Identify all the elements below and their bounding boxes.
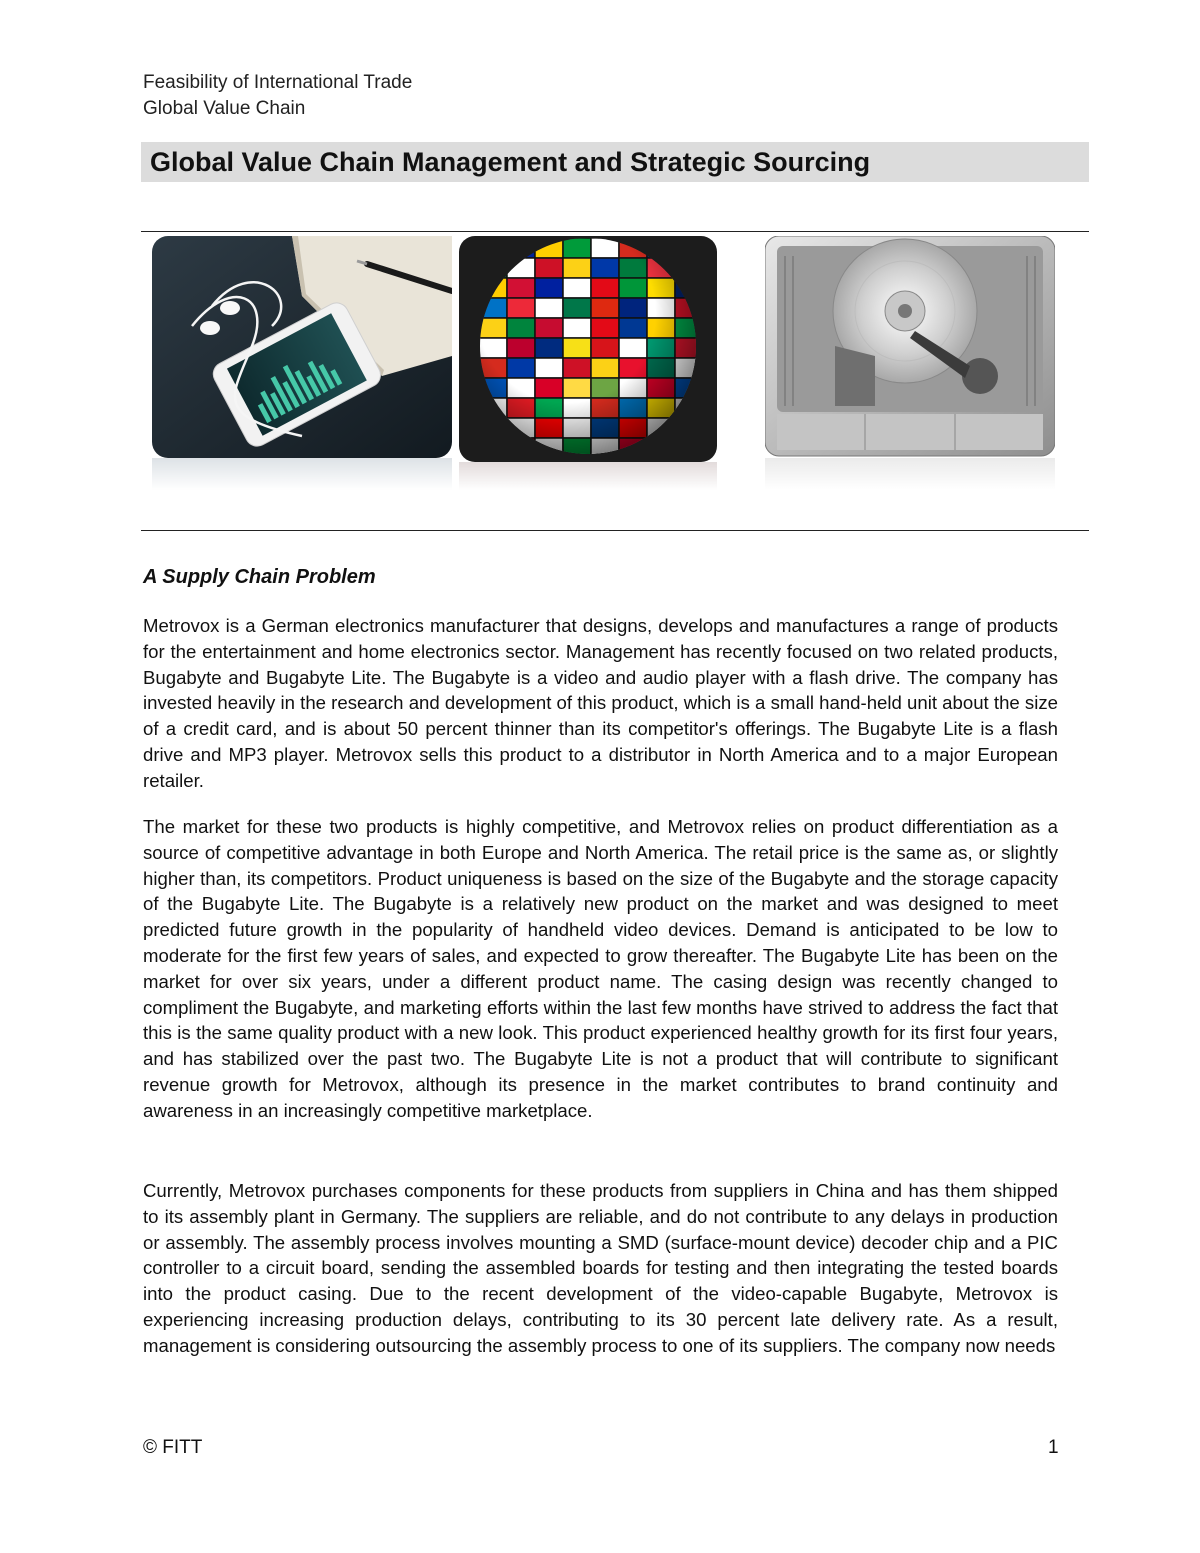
header-line-course: Feasibility of International Trade	[143, 72, 413, 93]
copyright: © FITT	[143, 1437, 203, 1458]
paragraph-3: Currently, Metrovox purchases components for these products from suppliers in China and has them shipped to its assembly plant in Germany. The suppliers are reliable, and do not contribute to any delays in production or assembly. The assembly process involves mounting a SMD (surface-mount device) decoder chip and a PIC controller to a circuit board, sending the assembled boards for testing and then integrating the tested boards into the product casing. Due to the recent development of the video-capable Bugabyte, Metrovox is experiencing increasing production delays, contributing to its 30 percent late delivery rate. As a result, management is considering outsourcing the assembly process to one of its suppliers. The company now needs	[143, 1180, 1058, 1356]
section-heading: A Supply Chain Problem	[143, 566, 376, 588]
top-divider	[141, 231, 1089, 232]
paragraph-1: Metrovox is a German electronics manufacturer that designs, develops and manufactures a range of products for the entertainment and home electronics sector. Management has recently focused on two related products, Bugabyte and Bugabyte Lite. The Bugabyte is a video and audio player with a flash drive. The company has invested heavily in the research and development of this product, which is a small hand-held unit about the size of a credit card, and is about 50 percent thinner than its competitor's offerings. The Bugabyte Lite is a flash drive and MP3 player. Metrovox sells this product to a distributor in North America and to a major European retailer.	[143, 615, 1058, 791]
paragraph-2: The market for these two products is highly competitive, and Metrovox relies on product differentiation as a source of competitive advantage in both Europe and North America. The retail price is the same as, or slightly higher than, its competitors. Product uniqueness is based on the size of the Bugabyte and the storage capacity of the Bugabyte Lite. The Bugabyte is a relatively new product on the market and was designed to meet predicted future growth in the popularity of handheld video devices. Demand is anticipated to be low to moderate for the first few years of sales, and expected to grow thereafter. The Bugabyte Lite has been on the market for over six years, under a different product name. The casing design was recently changed to compliment the Bugabyte, and marketing efforts within the last few months have strived to address the fact that this is the same quality product with a new look. This product experienced healthy growth for its first four years, and has stabilized over the past two. The Bugabyte Lite is not a product that will contribute to significant revenue growth for Metrovox, although its presence in the market contributes to brand continuity and awareness in an increasingly competitive marketplace.	[143, 816, 1058, 1121]
running-header	[143, 70, 412, 122]
hard-drive-image	[765, 236, 1055, 490]
phone-earbuds-image	[152, 236, 452, 490]
header-line-topic: Global Value Chain	[143, 98, 306, 119]
flag-globe-image	[459, 236, 717, 490]
page-number: 1	[1048, 1437, 1059, 1458]
page-title: Global Value Chain Management and Strategic Sourcing	[150, 147, 871, 177]
bottom-divider	[141, 530, 1089, 531]
title-bar	[141, 142, 1089, 182]
